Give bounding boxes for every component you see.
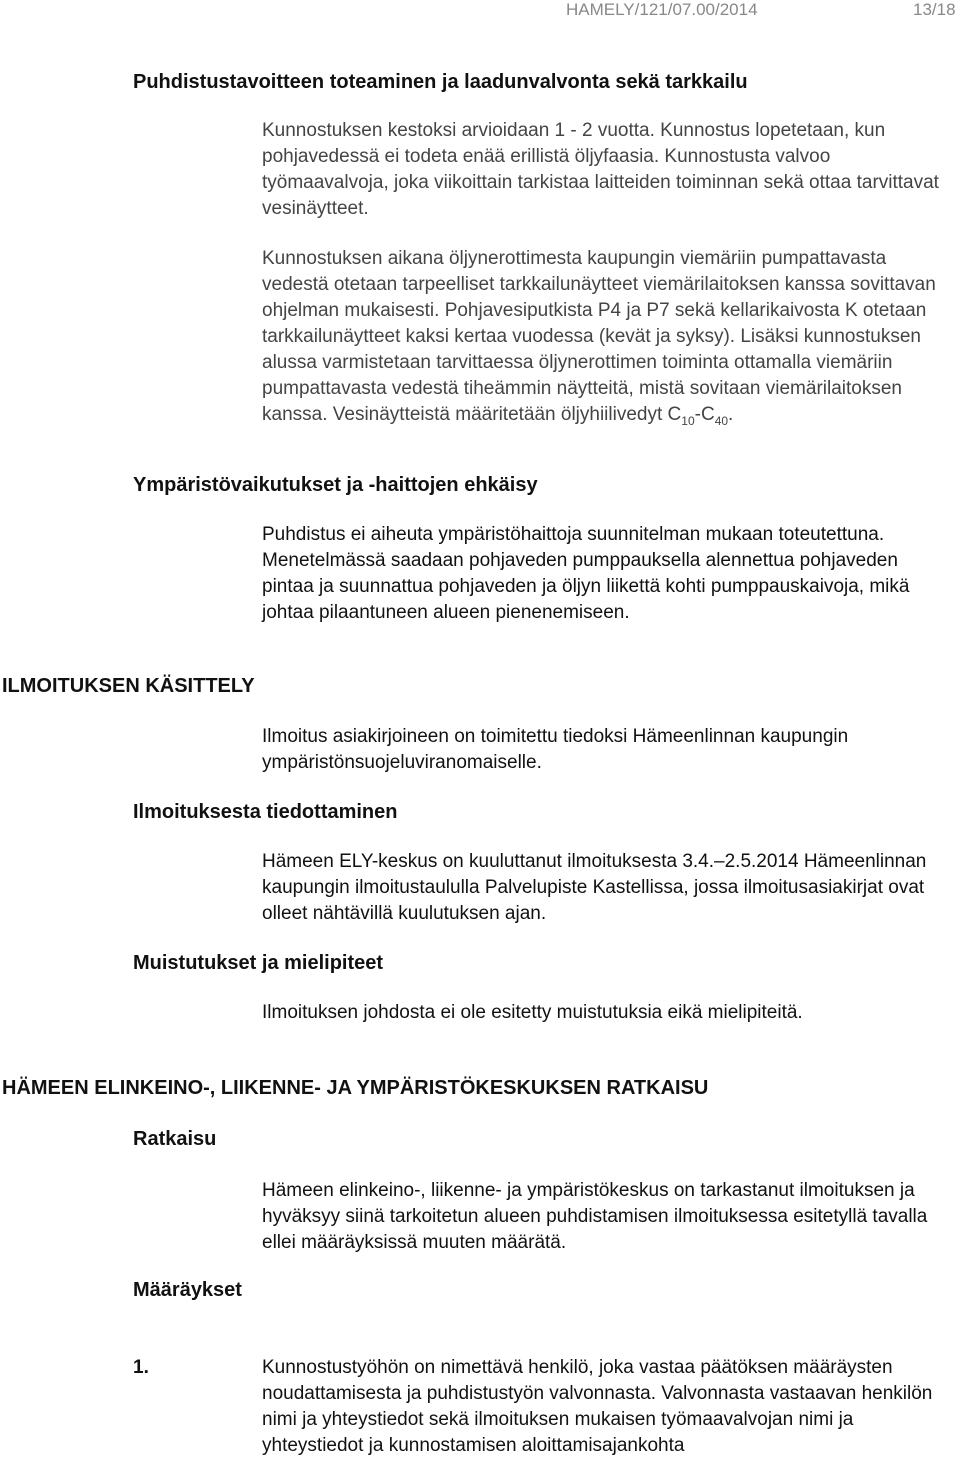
paragraph-muistutukset: Ilmoituksen johdosta ei ole esitetty muistutuksia eikä mielipiteitä. [262, 1002, 803, 1023]
section-heading-puhdistustavoitteen: Puhdistustavoitteen toteaminen ja laadunvalvonta sekä tarkkailu [133, 71, 748, 93]
paragraph-tiedottaminen: Hämeen ELY-keskus on kuuluttanut ilmoituksesta 3.4.–2.5.2014 Hämeenlinnan kaupungin ilmoitustaululla Palvelupiste Kastellissa, jossa ilmoitusasiakirjat ovat olleet nähtävillä kuulutuksen ajan. [262, 851, 927, 924]
section-heading-ilmoituksen-kasittely: ILMOITUKSEN KÄSITTELY [2, 675, 255, 697]
section-heading-ely-ratkaisu: HÄMEEN ELINKEINO-, LIIKENNE- JA YMPÄRISTÖKESKUKSEN RATKAISU [2, 1077, 709, 1099]
paragraph-ymparistovaikutukset: Puhdistus ei aiheuta ympäristöhaittoja suunnitelman mukaan toteutettuna. Menetelmässä saadaan pohjaveden pumppauksella alennettua pohjaveden pintaa ja suunnattua pohjaveden ja öljyn liikettä kohti pumppauskaivoja, mikä johtaa pilaantuneen alueen pienenemiseen. [262, 524, 910, 623]
paragraph-kunnostuksen-kesto: Kunnostuksen kestoksi arvioidaan 1 - 2 vuotta. Kunnostus lopetetaan, kun pohjavedessä ei todeta enää erillistä öljyfaasia. Kunnostusta valvoo työmaavalvoja, joka viikoittain tarkistaa laitteiden toiminnan sekä ottaa tarvittavat vesinäytteet. [262, 120, 939, 219]
paragraph-ratkaisu: Hämeen elinkeino-, liikenne- ja ympäristökeskus on tarkastanut ilmoituksen ja hyväksyy siinä tarkoitetun alueen puhdistamisen ilmoituksessa esitetyllä tavalla ellei määräyksissä muuten määrätä. [262, 1180, 928, 1253]
list-item-number: 1. [133, 1357, 149, 1378]
paragraph-ilmoituksen-kasittely: Ilmoitus asiakirjoineen on toimitettu tiedoksi Hämeenlinnan kaupungin ympäristönsuojeluviranomaiselle. [262, 726, 849, 773]
page-number: 13/18 [913, 0, 956, 19]
section-heading-ratkaisu: Ratkaisu [133, 1128, 217, 1150]
section-heading-muistutukset: Muistutukset ja mielipiteet [133, 952, 384, 974]
document-reference: HAMELY/121/07.00/2014 [566, 0, 758, 19]
section-heading-maaraykset: Määräykset [133, 1279, 242, 1301]
list-item-maarays-1: Kunnostustyöhön on nimettävä henkilö, joka vastaa päätöksen määräysten noudattamisesta ja puhdistustyön valvonnasta. Valvonnasta vastaavan henkilön nimi ja yhteystiedot sekä ilmoituksen mukaisen työmaavalvojan nimi ja yhteystiedot ja kunnostamisen aloittamisajankohta [262, 1357, 933, 1456]
paragraph-tarkkailu: Kunnostuksen aikana öljynerottimesta kaupungin viemäriin pumpattavasta vedestä otetaan tarpeelliset tarkkailunäytteet viemärilaitoksen kanssa sovittavan ohjelman mukaisesti. Pohjavesiputkista P4 ja P7 sekä kellarikaivosta K otetaan tarkkailunäytteet kaksi kertaa vuodessa (kevät ja syksy). Lisäksi kunnostuksen alussa varmistetaan tarvittaessa öljynerottimen toiminta ottamalla viemäriin pumpattavasta vedestä tiheämmin näytteitä, mistä sovitaan viemärilaitoksen kanssa. Vesinäytteistä määritetään öljyhiilivedyt $C_{10}-C_{40}$. [262, 248, 936, 428]
section-heading-ymparistovaikutukset: Ympäristövaikutukset ja -haittojen ehkäisy [133, 474, 538, 496]
section-heading-tiedottaminen: Ilmoituksesta tiedottaminen [133, 801, 398, 823]
